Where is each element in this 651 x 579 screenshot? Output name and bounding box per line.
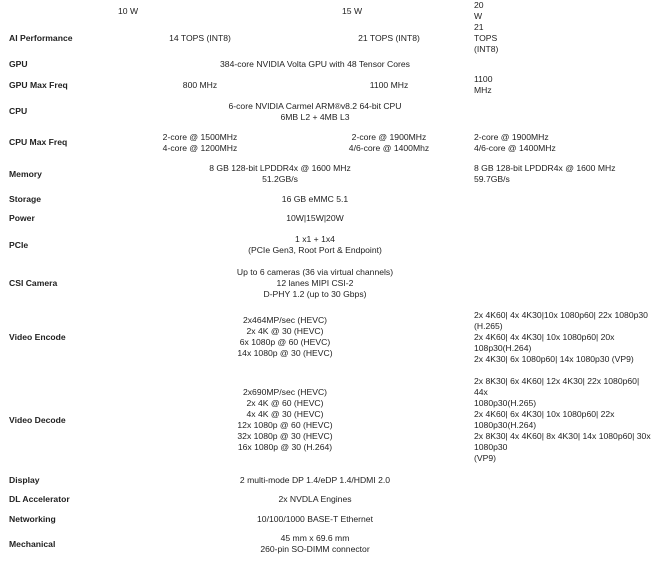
row-label: Power: [9, 213, 35, 223]
csi-line-3: D-PHY 1.2 (up to 30 Gbps): [263, 288, 367, 299]
cpu-line-2: 6MB L2 + 4MB L3: [280, 111, 350, 122]
row-networking: [0, 509, 474, 529]
ai-15w: 21 TOPS (INT8): [358, 33, 420, 43]
mech-line-2: 260-pin SO-DIMM connector: [260, 544, 370, 554]
row-video-encode: Video Encode 2x464MP/sec (HEVC) 2x 4K @ 30 (HEVC) 6x 1080p @ 60 (HEVC) 14x 1080p @ 30 (HEVC) 2x 4K60| 4x 4K30|10x 1080p60| 22x 1080p30 (H.265) 2x 4K60| 4x 4K30| 10x 1080p60| 20x 108p30(H.264) 2x 4K30| 6x 1080p60| 14x 1080p30 (VP9): [0, 304, 474, 370]
row-gpu: [0, 55, 474, 74]
header-10w: 10 W: [118, 5, 139, 16]
row-power: [0, 209, 474, 228]
gpufreq-15w: 1100 MHz: [369, 79, 409, 90]
header-15w: 15 W: [342, 5, 363, 16]
display-value: 2 multi-mode DP 1.4/eDP 1.4/HDMI 2.0: [239, 474, 391, 485]
row-ai-performance: AI Performance 14 TOPS (INT8) 21 TOPS (INT8) 21 TOPS (INT8): [0, 22, 474, 55]
vdec-left-line: 2x 4K @ 60 (HEVC): [246, 398, 324, 408]
csi-line-2: 12 lanes MIPI CSI-2: [276, 277, 354, 288]
memory-10w-15w: [96, 158, 474, 190]
venc-left-line: 14x 1080p @ 30 (HEVC): [237, 348, 333, 358]
row-label: CPU: [9, 106, 28, 116]
row-mechanical: [0, 529, 474, 559]
header-empty: [0, 0, 96, 22]
row-csi-camera: [0, 262, 474, 304]
venc-left: [96, 304, 474, 370]
gpu-value: 384-core NVIDIA Volta GPU with 48 Tensor Cores: [220, 59, 410, 69]
mech-line-1: 45 mm x 69.6 mm: [280, 533, 350, 543]
pcie-value: [96, 228, 474, 262]
row-gpu-max-freq: GPU Max Freq 800 MHz 1100 MHz 1100 MHz: [0, 74, 474, 96]
row-label: AI Performance: [9, 33, 73, 43]
cpufreq-15w: [304, 127, 474, 158]
header-row: 10 W 15 W 20 W: [0, 0, 474, 22]
ai-10w: 14 TOPS (INT8): [169, 33, 231, 43]
row-label: DL Accelerator: [9, 494, 70, 504]
row-label: PCIe: [9, 239, 29, 250]
net-value: 10/100/1000 BASE-T Ethernet: [257, 513, 373, 524]
row-dl-accelerator: [0, 490, 474, 509]
row-label: Networking: [9, 513, 56, 524]
memory-a-line-2: 51.2GB/s: [262, 174, 298, 184]
csi-line-1: Up to 6 cameras (36 via virtual channels): [236, 266, 394, 277]
vdec-left-line: 2x690MP/sec (HEVC): [242, 387, 328, 397]
cpufreq-10w-line-1: 2-core @ 1500MHz: [162, 131, 238, 142]
row-label: CPU Max Freq: [9, 137, 68, 147]
row-label: GPU Max Freq: [9, 79, 68, 90]
cpufreq-10w: [96, 127, 304, 158]
pcie-line-2: (PCIe Gen3, Root Port & Endpoint): [248, 245, 382, 255]
row-video-decode: Video Decode 2x690MP/sec (HEVC) 2x 4K @ 60 (HEVC) 4x 4K @ 30 (HEVC) 12x 1080p @ 60 (HEVC) 32x 1080p @ 30 (HEVC) 16x 1080p @ 30 (H.264) 2x 8K30| 6x 4K60| 12x 4K30| 22x 1080p60| 44x 1080p30(H.265) 2x 4K60| 6x 4K30| 10x 1080p60| 22x 1080p30(H.264) 2x 8K30| 4x 4K60| 8x 4K30| 14x 1080p60| 30x 1080p30 (VP9): [0, 370, 474, 470]
power-value: 10W|15W|20W: [286, 213, 344, 223]
storage-value: 16 GB eMMC 5.1: [281, 194, 349, 204]
venc-left-line: 6x 1080p @ 60 (HEVC): [239, 337, 331, 347]
vdec-left-line: 32x 1080p @ 30 (HEVC): [237, 431, 333, 441]
venc-left-line: 2x 4K @ 30 (HEVC): [246, 326, 324, 336]
mech-value: [96, 529, 474, 559]
dla-value: 2x NVDLA Engines: [278, 494, 352, 504]
vdec-left-line: 16x 1080p @ 30 (H.264): [237, 442, 333, 452]
row-storage: [0, 190, 474, 209]
row-label: GPU: [9, 59, 28, 69]
vdec-left-line: 12x 1080p @ 60 (HEVC): [237, 420, 333, 430]
row-label: Video Encode: [9, 331, 66, 342]
row-label: CSI Camera: [9, 277, 58, 288]
row-cpu-max-freq: CPU Max Freq 2-core @ 1500MHz 4-core @ 1200MHz 2-core @ 1900MHz 4/6-core @ 1400Mhz 2-core @ 1900MHz 4/6-core @ 1400MHz: [0, 127, 474, 158]
row-label: Display: [9, 474, 40, 485]
pcie-line-1: 1 x1 + 1x4: [295, 234, 335, 244]
csi-value: [96, 262, 474, 304]
vdec-left: [96, 370, 474, 470]
memory-a-line-1: 8 GB 128-bit LPDDR4x @ 1600 MHz: [209, 163, 351, 173]
row-label: Storage: [9, 194, 41, 204]
row-cpu: [0, 96, 474, 127]
cpufreq-15w-line-2: 4/6-core @ 1400Mhz: [348, 142, 430, 153]
row-label: Video Decode: [9, 414, 66, 425]
venc-left-line: 2x464MP/sec (HEVC): [242, 315, 328, 325]
row-label: Mechanical: [9, 538, 56, 549]
gpufreq-10w: 800 MHz: [182, 79, 218, 90]
cpufreq-15w-line-1: 2-core @ 1900MHz: [351, 131, 427, 142]
cpu-value: [96, 96, 474, 127]
row-pcie: [0, 228, 474, 262]
vdec-left-line: 4x 4K @ 30 (HEVC): [246, 409, 324, 419]
cpu-line-1: 6-core NVIDIA Carmel ARM®v8.2 64-bit CPU: [228, 100, 402, 111]
row-display: [0, 470, 474, 490]
row-memory: Memory 8 GB 128-bit LPDDR4x @ 1600 MHz 51.2GB/s 8 GB 128-bit LPDDR4x @ 1600 MHz 59.7GB/s: [0, 158, 474, 190]
row-label: Memory: [9, 168, 42, 179]
cpufreq-10w-line-2: 4-core @ 1200MHz: [162, 142, 238, 153]
